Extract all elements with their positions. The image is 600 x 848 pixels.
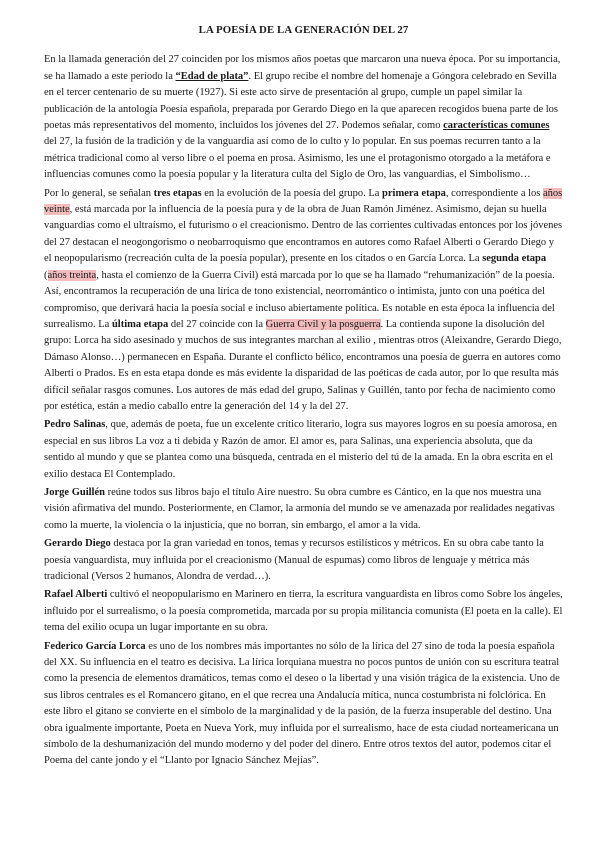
term-caracteristicas-comunes: características comunes [443, 120, 550, 132]
highlight-guerra-civil: Guerra Civil y la posguerra [265, 318, 381, 330]
term-segunda-etapa: segunda etapa [482, 253, 547, 265]
paragraph-lorca: Federico García Lorca es uno de los nombres más importantes no sólo de la lírica del 27 sino de toda la poesía española del XX. Su influencia en el teatro es decisiva. La lírica lorquiana muestra no pocos puntos de unión con su escritura teatral como la presencia de elementos dramáticos, temas como el deseo o la libertad y una visión trágica de la existencia. Uno de sus libros centrales es el Romancero gitano, en el que recrea una Andalucía mítica, nunca costumbrista ni folclórica. En este libro el gitano se convierte en el símbolo de la marginalidad y de la pasión, de la fuerza insuperable del destino. Una obra igualmente importante, Poeta en Nueva York, muy influida por el surrealismo, hace de esta ciudad norteamericana un símbolo de la deshumanización del mundo moderno y del poder del dinero. Entre otros textos del autor, podemos citar el Poema del cante jondo y el “Llanto por Ignacio Sánchez Mejías”. [44, 640, 560, 767]
paragraph-guillen: Jorge Guillén reúne todos sus libros bajo el título Aire nuestro. Su obra cumbre es Cántico, en la que nos muestra una visión afirmativa del mundo. Posteriormente, en Clamor, la armonía del mundo se ve amenazada por realidades negativas como la muerte, la violencia o la injusticia, que no borran, sin embargo, el amor a la vida. [44, 486, 555, 531]
author-alberti: Rafael Alberti [44, 589, 108, 601]
paragraph-etapas: Por lo general, se señalan tres etapas en la evolución de la poesía del grupo. La primera etapa, correspondiente a los años veinte, está marcada por la influencia de la poesía pura y de la obra de Juan Ramón Jiménez. Asimismo, dejan su huella vanguardias como el ultraísmo, el futurismo o el creacionismo. Dentro de las corrientes cultivadas entonces por los jóvenes del 27 destacan el neogongorismo o neobarroquismo que encontramos en autores como Rafael Alberti o Gerardo Diego y el neopopularismo (recreación culta de la poesía popular), presente en los citados o en García Lorca. La segunda etapa (años treinta, hasta el comienzo de la Guerra Civil) está marcada por lo que se ha llamado “rehumanización” de la poesía. Así, encontramos la recuperación de una lírica de tono existencial, neorromántico o intimista, junto con una poética del compromiso, que derivará hacia la poesía social e incluso abiertamente política. Es notable en esta época la influencia del surrealismo. La última etapa del 27 coincide con la Guerra Civil y la posguerra. La contienda supone la disolución del grupo: Lorca ha sido asesinado y muchos de sus integrantes marchan al exilio , mientras otros (Aleixandre, Gerardo Diego, Dámaso Alonso…) permanecen en España. Durante el conflicto bélico, encontramos una poesía de guerra en autores como Alberti o Prados. Es en esta etapa donde es más evidente la disparidad de las poéticas de cada autor, por lo que resulta más difícil señalar rasgos comunes. Los autores de más edad del grupo, Salinas y Guillén, tanto por fecha de nacimiento como por estética, están a medio caballo entre la generación del 14 y la del 27. [44, 187, 563, 412]
term-primera-etapa: primera etapa [382, 187, 446, 199]
author-lorca: Federico García Lorca [44, 640, 146, 652]
term-tres-etapas: tres etapas [153, 187, 202, 199]
document-page [44, 22, 563, 772]
author-salinas: Pedro Salinas [44, 419, 106, 431]
term-ultima-etapa: última etapa [111, 318, 169, 330]
paragraph-intro: En la llamada generación del 27 coinciden por los mismos años poetas que marcaron una nueva época. Por su importancia, se ha llamado a este período la “Edad de plata”. El grupo recibe el nombre del homenaje a Góngora celebrado en Sevilla en el tercer centenario de su muerte (1927). Si este acto sirve de presentación al grupo, cumple un papel similar la publicación de la antología Poesía española, preparada por Gerardo Diego en la que aparecen recogidos buena parte de los poetas más representativos del momento, incluidos los jóvenes del 27. Podemos señalar, como características comunes del 27, la fusión de la tradición y de la vanguardia así como de lo culto y lo popular. En sus poemas recurren tanto a la métrica tradicional como al verso libre o el poema en prosa. Asimismo, les une el protagonismo otorgado a la metáfora e influencias comunes como la poesía popular y la literatura culta del Siglo de Oro, las vanguardias, el Simbolismo… [44, 54, 561, 181]
author-guillen: Jorge Guillén [44, 486, 105, 498]
highlight-anos-treinta: años treinta [47, 269, 97, 281]
page-title: LA POESÍA DE LA GENERACIÓN DEL 27 [198, 24, 409, 36]
paragraph-alberti: Rafael Alberti cultivó el neopopularismo en Marinero en tierra, la escritura vanguardista en libros como Sobre los ángeles, influido por el surrealismo, o la poesía comprometida, marcada por su propia militancia comunista (El poeta en la calle). El tema del exilio ocupa un lugar importante en su obra. [44, 589, 563, 634]
paragraph-salinas: Pedro Salinas, que, además de poeta, fue un excelente crítico literario, logra sus mayores logros en su poesía amorosa, en especial en sus libros La voz a ti debida y Razón de amor. El amor es, para Salinas, una experiencia absoluta, que da sentido al mundo y que se plantea como una búsqueda, centrada en el misterio del tú de la amada. En la obra escrita en el exilio destaca El Contemplado. [44, 419, 557, 480]
author-diego: Gerardo Diego [44, 538, 111, 550]
highlight-anos-veinte: años veinte [44, 187, 563, 216]
paragraph-diego: Gerardo Diego destaca por la gran variedad en tonos, temas y recursos estilísticos y métricos. En su obra cabe tanto la poesía vanguardista, muy influida por el creacionismo (Manual de espumas) como libros de lenguaje y métrica más tradicional (Versos 2 humanos, Alondra de verdad…). [44, 538, 544, 582]
term-edad-de-plata: “Edad de plata” [175, 70, 249, 82]
